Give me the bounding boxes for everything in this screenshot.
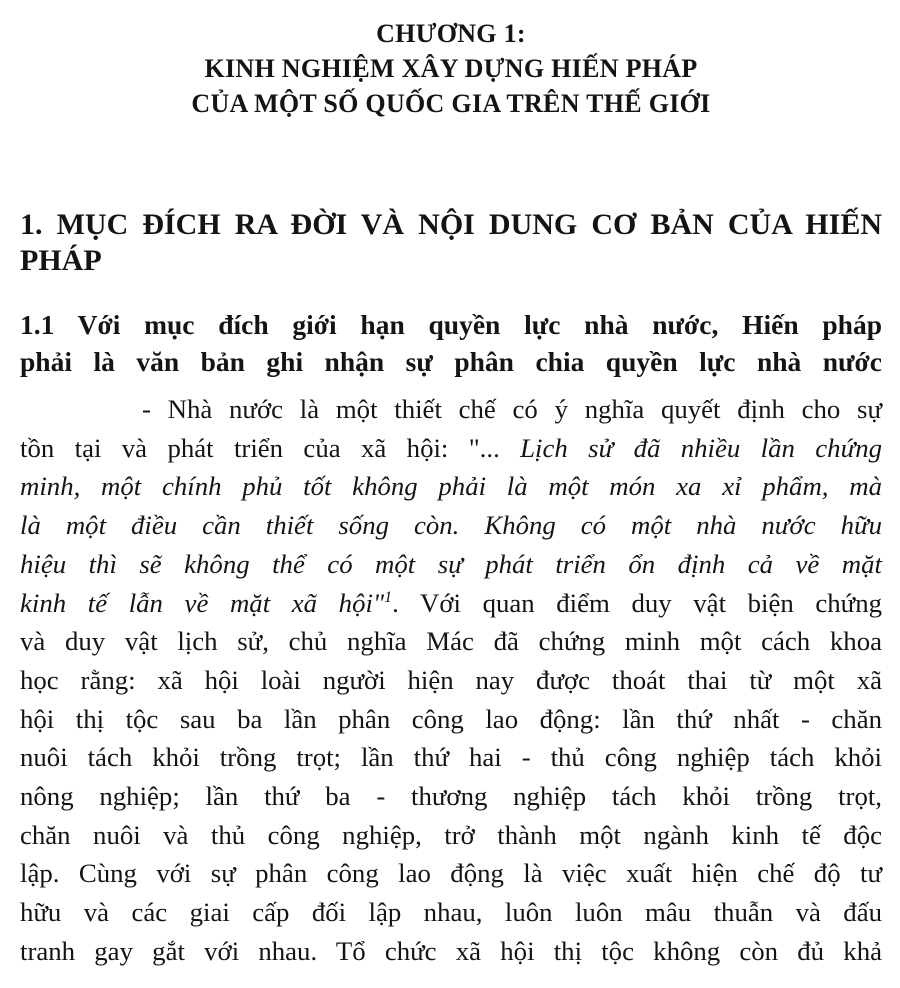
paragraph-line: nông nghiệp; lần thứ ba - thương nghiệp tách khỏi trồng trọt, [20,781,882,812]
quote-text: kinh tế lẫn về mặt xã hội" [20,587,385,618]
paragraph-line: học rằng: xã hội loài người hiện nay được thoát thai từ một xã [20,664,882,695]
paragraph-line: và duy vật lịch sử, chủ nghĩa Mác đã chứng minh một cách khoa [20,626,882,657]
paragraph-line: tranh gay gắt với nhau. Tổ chức xã hội thị tộc không còn đủ khả [20,935,882,966]
paragraph-line [20,429,882,468]
paragraph-line: - Nhà nước là một thiết chế có ý nghĩa quyết định cho sự [142,394,882,424]
paragraph-line: chăn nuôi và thủ công nghiệp, trở thành một ngành kinh tế độc [20,819,882,850]
paragraph-line: nuôi tách khỏi trồng trọt; lần thứ hai - thủ công nghiệp tách khỏi [20,742,882,773]
quote-text: minh, một chính phủ tốt không phải là một món xa xỉ phẩm, mà [20,471,882,502]
paragraph-line [20,584,882,623]
paragraph-line [20,545,882,584]
paragraph-line: lập. Cùng với sự phân công lao động là việc xuất hiện chế độ tư [20,858,882,889]
chapter-label: CHƯƠNG 1: [376,19,526,48]
subsection-heading [20,306,882,380]
paragraph-line [20,506,882,545]
body-paragraph [20,390,882,971]
subsection-heading-line-2: phải là văn bản ghi nhận sự phân chia quyền lực nhà nước [20,346,882,377]
paragraph-text: . Với quan điểm duy vật biện chứng [392,587,882,618]
paragraph-text: tồn tại và phát triển của xã hội: "... [20,432,500,463]
paragraph-line: hữu và các giai cấp đối lập nhau, luôn luôn mâu thuẫn và đấu [20,897,882,928]
chapter-heading [20,16,882,121]
footnote-marker[interactable]: 1 [384,588,393,606]
quote-text: Lịch sử đã nhiều lần chứng [520,432,882,463]
chapter-title-line-1: KINH NGHIỆM XÂY DỰNG HIẾN PHÁP [204,54,698,83]
quote-text: là một điều cần thiết sống còn. Không có một nhà nước hữu [20,510,882,541]
chapter-title-line-2: CỦA MỘT SỐ QUỐC GIA TRÊN THẾ GIỚI [191,89,711,118]
paragraph-line [20,467,882,506]
subsection-heading-line-1: 1.1 Với mục đích giới hạn quyền lực nhà nước, Hiến pháp [20,309,882,340]
paragraph-line: hội thị tộc sau ba lần phân công lao động: lần thứ nhất - chăn [20,703,882,734]
quote-text: hiệu thì sẽ không thể có một sự phát triển ổn định cả về mặt [20,548,882,579]
section-heading: 1. MỤC ĐÍCH RA ĐỜI VÀ NỘI DUNG CƠ BẢN CỦA HIẾN PHÁP [20,208,882,277]
